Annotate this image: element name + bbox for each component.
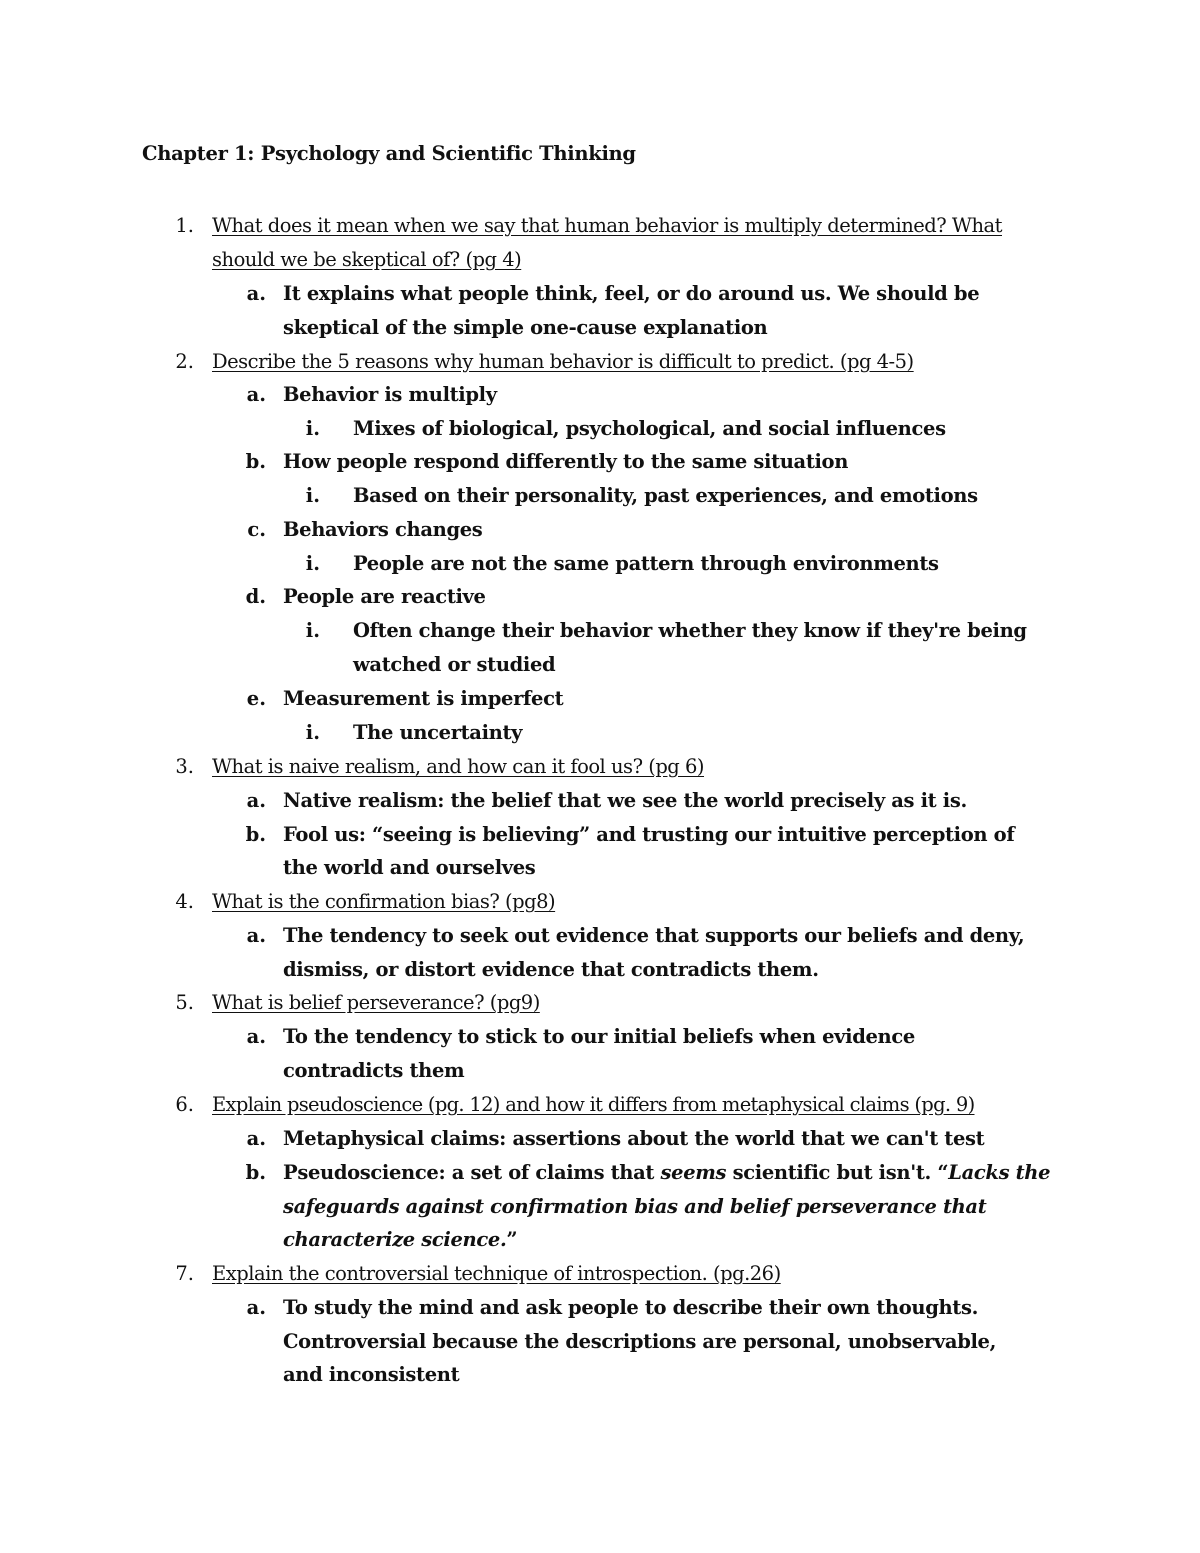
answer-2c: Behaviors changes bbox=[283, 518, 483, 541]
list-marker: 1. bbox=[175, 214, 194, 237]
answer-7a-line-1: To study the mind and ask people to describe their own thoughts. bbox=[283, 1296, 979, 1319]
question-7-line-1: Explain the controversial technique of introspection. (pg.26) bbox=[212, 1262, 781, 1285]
list-marker: i. bbox=[305, 721, 320, 744]
answer-4a-line-1: The tendency to seek out evidence that supports our beliefs and deny, bbox=[283, 924, 1025, 947]
answer-2e-i: The uncertainty bbox=[353, 721, 523, 744]
answer-3b-line-1: Fool us: “seeing is believing” and trusting our intuitive perception of bbox=[283, 823, 1015, 846]
answer-6b-emphasis: seems bbox=[660, 1161, 727, 1184]
answer-2d-i-line-1: Often change their behavior whether they know if they're being bbox=[353, 619, 1027, 642]
list-marker: a. bbox=[246, 282, 266, 305]
list-marker: 3. bbox=[175, 755, 194, 778]
answer-6b-quote: Lacks the bbox=[948, 1161, 1051, 1184]
answer-7a-line-3: and inconsistent bbox=[283, 1363, 460, 1386]
list-marker: d. bbox=[245, 585, 266, 608]
answer-6b-text: Pseudoscience: a set of claims that bbox=[283, 1161, 661, 1184]
list-marker: a. bbox=[246, 1025, 266, 1048]
list-marker: i. bbox=[305, 484, 320, 507]
list-marker: 2. bbox=[175, 350, 194, 373]
question-1-line-2: should we be skeptical of? (pg 4) bbox=[212, 248, 522, 271]
list-marker: a. bbox=[246, 924, 266, 947]
page-title: Chapter 1: Psychology and Scientific Thinking bbox=[142, 142, 636, 165]
answer-6b-line-2 bbox=[283, 1190, 986, 1224]
question-6-line-1: Explain pseudoscience (pg. 12) and how it differs from metaphysical claims (pg. 9) bbox=[212, 1093, 975, 1116]
list-marker: b. bbox=[245, 1161, 266, 1184]
answer-2c-i: People are not the same pattern through environments bbox=[353, 552, 939, 575]
list-marker: 5. bbox=[175, 991, 194, 1014]
list-marker: i. bbox=[305, 417, 320, 440]
list-marker: i. bbox=[305, 552, 320, 575]
answer-2d-i-line-2: watched or studied bbox=[353, 653, 556, 676]
question-3-line-1: What is naive realism, and how can it fool us? (pg 6) bbox=[212, 755, 705, 778]
answer-6b-quote: characterize science. bbox=[283, 1228, 507, 1251]
answer-5a-line-1: To the tendency to stick to our initial beliefs when evidence bbox=[283, 1025, 915, 1048]
closing-quote: ” bbox=[506, 1228, 518, 1251]
answer-6b-line-1 bbox=[283, 1156, 1050, 1190]
answer-2a: Behavior is multiply bbox=[283, 383, 497, 406]
answer-4a-line-2: dismiss, or distort evidence that contradicts them. bbox=[283, 958, 819, 981]
list-marker: a. bbox=[246, 789, 266, 812]
list-marker: e. bbox=[246, 687, 266, 710]
answer-2d: People are reactive bbox=[283, 585, 486, 608]
answer-2b: How people respond differently to the same situation bbox=[283, 450, 849, 473]
list-marker: a. bbox=[246, 1127, 266, 1150]
list-marker: a. bbox=[246, 383, 266, 406]
answer-2e: Measurement is imperfect bbox=[283, 687, 564, 710]
answer-2a-i: Mixes of biological, psychological, and social influences bbox=[353, 417, 946, 440]
list-marker: b. bbox=[245, 823, 266, 846]
answer-1a-line-1: It explains what people think, feel, or do around us. We should be bbox=[283, 282, 980, 305]
question-1-line-1: What does it mean when we say that human behavior is multiply determined? What bbox=[212, 214, 1002, 237]
answer-1a-line-2: skeptical of the simple one-cause explanation bbox=[283, 316, 768, 339]
list-marker: 7. bbox=[175, 1262, 194, 1285]
list-marker: b. bbox=[245, 450, 266, 473]
answer-3a: Native realism: the belief that we see the world precisely as it is. bbox=[283, 789, 967, 812]
answer-6b-text: scientific but isn't. “ bbox=[726, 1161, 949, 1184]
list-marker: c. bbox=[247, 518, 266, 541]
list-marker: i. bbox=[305, 619, 320, 642]
answer-6b-line-3 bbox=[283, 1223, 517, 1257]
question-2-line-1: Describe the 5 reasons why human behavior is difficult to predict. (pg 4-5) bbox=[212, 350, 914, 373]
answer-6a: Metaphysical claims: assertions about the world that we can't test bbox=[283, 1127, 985, 1150]
list-marker: 4. bbox=[175, 890, 194, 913]
answer-7a-line-2: Controversial because the descriptions are personal, unobservable, bbox=[283, 1330, 997, 1353]
answer-6b-quote: safeguards against confirmation bias and belief perseverance that bbox=[283, 1195, 987, 1218]
answer-2b-i: Based on their personality, past experiences, and emotions bbox=[353, 484, 978, 507]
question-5-line-1: What is belief perseverance? (pg9) bbox=[212, 991, 540, 1014]
question-4-line-1: What is the confirmation bias? (pg8) bbox=[212, 890, 556, 913]
list-marker: 6. bbox=[175, 1093, 194, 1116]
list-marker: a. bbox=[246, 1296, 266, 1319]
answer-5a-line-2: contradicts them bbox=[283, 1059, 465, 1082]
answer-3b-line-2: the world and ourselves bbox=[283, 856, 536, 879]
